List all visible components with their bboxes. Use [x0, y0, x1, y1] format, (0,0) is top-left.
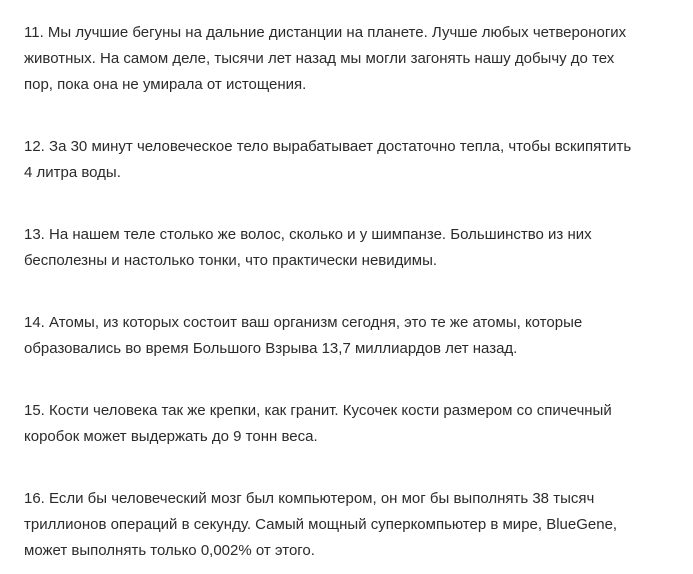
fact-line: коробок может выдержать до 9 тонн веса. [24, 428, 318, 445]
fact-line: 16. Если бы человеческий мозг был компьютером, он мог бы выполнять 38 тысяч [24, 490, 595, 507]
fact-line: пор, пока она не умирала от истощения. [24, 76, 307, 93]
fact-line: животных. На самом деле, тысячи лет назад мы могли загонять нашу добычу до тех [24, 50, 615, 67]
facts-list [24, 20, 684, 564]
fact-line: может выполнять только 0,002% от этого. [24, 542, 315, 559]
fact-line: образовались во время Большого Взрыва 13,7 миллиардов лет назад. [24, 340, 518, 357]
fact-15 [24, 398, 684, 450]
fact-line: 11. Мы лучшие бегуны на дальние дистанции на планете. Лучше любых четвероногих [24, 24, 627, 41]
fact-line: 13. На нашем теле столько же волос, сколько и у шимпанзе. Большинство из них [24, 226, 592, 243]
fact-line: 12. За 30 минут человеческое тело вырабатывает достаточно тепла, чтобы вскипятить [24, 138, 632, 155]
fact-12 [24, 134, 684, 186]
fact-11 [24, 20, 684, 98]
fact-line: бесполезны и настолько тонки, что практически невидимы. [24, 252, 438, 269]
fact-16 [24, 486, 684, 564]
fact-line: триллионов операций в секунду. Самый мощный суперкомпьютер в мире, BlueGene, [24, 516, 618, 533]
fact-line: 15. Кости человека так же крепки, как гранит. Кусочек кости размером со спичечный [24, 402, 612, 419]
fact-14 [24, 310, 684, 362]
fact-line: 14. Атомы, из которых состоит ваш организм сегодня, это те же атомы, которые [24, 314, 583, 331]
fact-line: 4 литра воды. [24, 164, 121, 181]
fact-13 [24, 222, 684, 274]
